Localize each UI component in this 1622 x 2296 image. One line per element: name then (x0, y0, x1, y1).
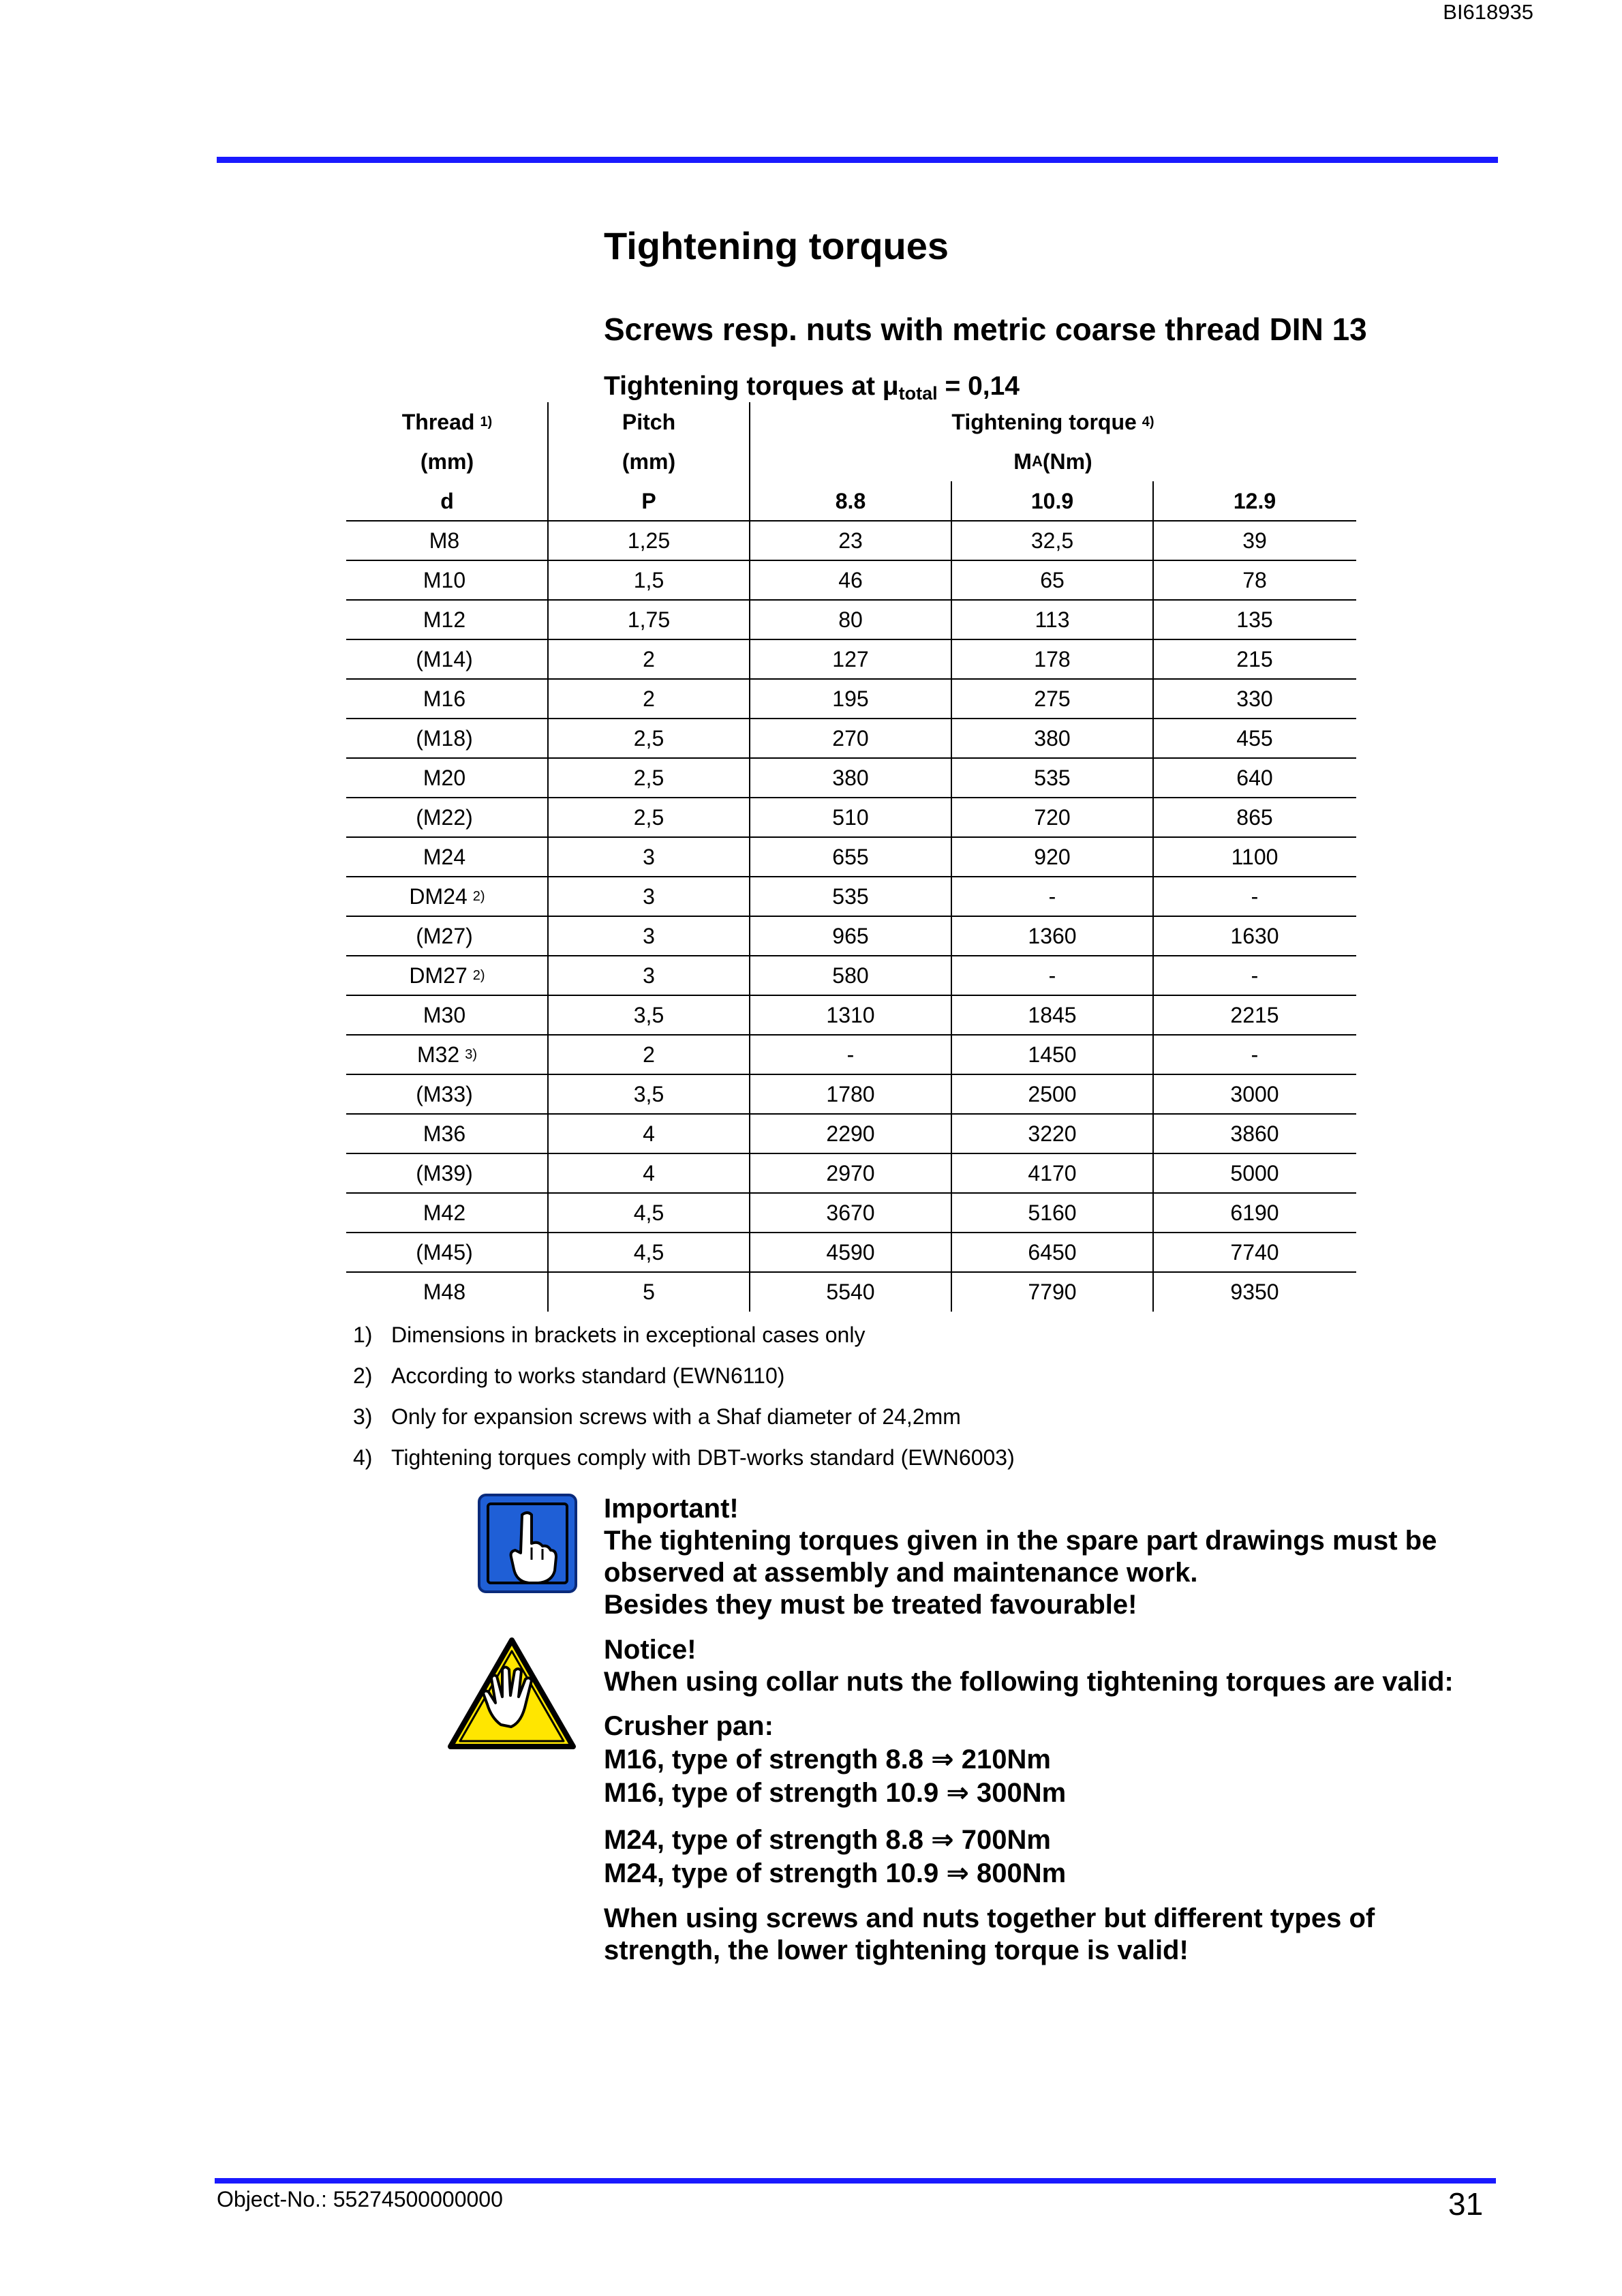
table-cell-torque: 380 (832, 765, 869, 790)
table-cell-thread: (M45) (416, 1239, 473, 1265)
table-cell-torque: 1450 (1028, 1042, 1077, 1067)
table-cell-thread: M32 3) (416, 1042, 478, 1067)
row-divider (346, 1192, 1356, 1194)
important-line-2: observed at assembly and maintenance work. (604, 1558, 1198, 1588)
table-cell-torque: 113 (1035, 607, 1070, 632)
row-divider (346, 876, 1356, 877)
table-cell-torque: 865 (1236, 804, 1273, 830)
table-cell-torque: 510 (832, 804, 869, 830)
table-cell-torque: 6450 (1028, 1239, 1077, 1265)
row-divider (346, 1271, 1356, 1273)
table-cell-torque: 135 (1236, 607, 1273, 632)
table-cell-torque: 455 (1236, 725, 1273, 751)
table-cell-thread: (M22) (416, 804, 473, 830)
table-cell-pitch: 2,5 (633, 765, 664, 790)
table-cell-thread: M16 (423, 686, 466, 711)
table-cell-torque: 2970 (826, 1160, 875, 1185)
table-cell-pitch: 1,5 (633, 567, 664, 592)
table-cell-thread: (M39) (416, 1160, 473, 1185)
table-cell-torque: 39 (1242, 528, 1267, 553)
header-torque-unit: M A (Nm) (1013, 449, 1092, 474)
document-code: BI618935 (1443, 0, 1533, 24)
table-cell-torque: 65 (1040, 567, 1065, 592)
header-pitch-unit: (mm) (622, 449, 676, 474)
table-cell-torque: 640 (1236, 765, 1273, 790)
table-cell-thread: DM27 2) (409, 963, 485, 988)
table-cell-pitch: 3 (643, 883, 655, 909)
table-cell-torque: 80 (838, 607, 863, 632)
important-line-1: The tightening torques given in the spare part drawings must be (604, 1526, 1437, 1556)
header-grade-10-9: 10.9 (1030, 488, 1074, 513)
table-cell-torque: 5000 (1230, 1160, 1279, 1185)
table-cell-torque: 965 (832, 923, 869, 948)
table-cell-pitch: 4,5 (633, 1200, 664, 1225)
table-cell-torque: 4590 (826, 1239, 875, 1265)
table-cell-torque: - (1048, 963, 1056, 988)
table-cell-torque: 46 (838, 567, 863, 592)
table-cell-pitch: 4,5 (633, 1239, 664, 1265)
table-cell-thread: M30 (423, 1002, 466, 1027)
table-cell-thread: M24 (423, 844, 466, 869)
footnote: 1) Dimensions in brackets in exceptional cases only (353, 1323, 866, 1347)
table-cell-torque: 3220 (1028, 1121, 1077, 1146)
torque-item-m24-8-8: M24, type of strength 8.8 ⇒ 700Nm (604, 1825, 1051, 1855)
page-title: Tightening torques (604, 224, 949, 267)
row-divider (346, 639, 1356, 640)
table-cell-torque: 32,5 (1030, 528, 1074, 553)
table-cell-torque: 1780 (826, 1081, 875, 1106)
table-cell-torque: 270 (832, 725, 869, 751)
table-cell-torque: 275 (1034, 686, 1071, 711)
friction-condition: Tightening torques at $\mu_{total} = 0,14$ (604, 372, 1020, 404)
table-cell-thread: M8 (429, 528, 460, 553)
row-divider (346, 916, 1356, 917)
torque-item-m16-10-9: M16, type of strength 10.9 ⇒ 300Nm (604, 1778, 1067, 1808)
notice-line-1: When using collar nuts the following tightening torques are valid: (604, 1667, 1454, 1697)
table-cell-torque: - (1251, 963, 1259, 988)
table-cell-pitch: 5 (643, 1279, 655, 1304)
table-cell-pitch: 3 (643, 963, 655, 988)
table-cell-torque: 9350 (1230, 1279, 1279, 1304)
table-cell-pitch: 2 (643, 686, 655, 711)
row-divider (346, 757, 1356, 759)
table-cell-pitch: 2 (643, 646, 655, 671)
table-cell-thread: (M14) (416, 646, 473, 671)
header-thread-unit: (mm) (420, 449, 474, 474)
table-cell-torque: 535 (832, 883, 869, 909)
table-cell-pitch: 4 (643, 1160, 655, 1185)
table-cell-torque: 1100 (1231, 844, 1279, 869)
header-grade-12-9: 12.9 (1233, 488, 1276, 513)
table-cell-torque: - (846, 1042, 855, 1067)
table-cell-torque: 920 (1034, 844, 1071, 869)
table-cell-pitch: 2,5 (633, 725, 664, 751)
warning-hand-icon (446, 1636, 577, 1752)
table-cell-torque: 23 (838, 528, 863, 553)
row-divider (346, 678, 1356, 680)
table-cell-thread: (M18) (416, 725, 473, 751)
column-divider (951, 481, 952, 1312)
table-cell-pitch: 3,5 (633, 1081, 664, 1106)
table-cell-pitch: 1,25 (627, 528, 671, 553)
table-cell-thread: M48 (423, 1279, 466, 1304)
table-cell-thread: (M27) (416, 923, 473, 948)
row-divider (346, 718, 1356, 719)
row-divider (346, 520, 1356, 522)
notice-closing-1: When using screws and nuts together but different types of (604, 1903, 1375, 1933)
table-cell-torque: 127 (832, 646, 869, 671)
table-cell-pitch: 3 (643, 923, 655, 948)
table-cell-torque: 7790 (1028, 1279, 1077, 1304)
row-divider (346, 599, 1356, 601)
table-cell-thread: (M33) (416, 1081, 473, 1106)
header-pitch-symbol: P (641, 488, 656, 513)
table-cell-thread: M36 (423, 1121, 466, 1146)
table-cell-thread: M20 (423, 765, 466, 790)
table-cell-torque: 5160 (1028, 1200, 1077, 1225)
table-cell-pitch: 3 (643, 844, 655, 869)
column-divider (1152, 481, 1154, 1312)
row-divider (346, 1232, 1356, 1233)
table-cell-torque: 1310 (826, 1002, 875, 1027)
row-divider (346, 995, 1356, 996)
table-cell-torque: 720 (1034, 804, 1071, 830)
row-divider (346, 955, 1356, 956)
column-divider (547, 402, 549, 1312)
table-cell-thread: M10 (423, 567, 466, 592)
header-thread-symbol: d (440, 488, 454, 513)
page-number: 31 (1448, 2186, 1484, 2222)
table-cell-torque: 4170 (1028, 1160, 1077, 1185)
table-cell-torque: - (1251, 1042, 1259, 1067)
table-cell-torque: 7740 (1230, 1239, 1279, 1265)
table-cell-thread: DM24 2) (409, 883, 485, 909)
crusher-pan-heading: Crusher pan: (604, 1711, 774, 1741)
torque-item-m24-10-9: M24, type of strength 10.9 ⇒ 800Nm (604, 1858, 1067, 1888)
table-cell-torque: 215 (1236, 646, 1273, 671)
table-cell-torque: 3860 (1230, 1121, 1279, 1146)
table-cell-torque: 1360 (1028, 923, 1077, 948)
footer-rule (215, 2178, 1496, 2184)
table-cell-pitch: 4 (643, 1121, 655, 1146)
table-cell-torque: 6190 (1230, 1200, 1279, 1225)
table-cell-torque: 195 (832, 686, 869, 711)
table-cell-torque: 78 (1242, 567, 1267, 592)
table-cell-torque: - (1048, 883, 1056, 909)
table-cell-pitch: 2,5 (633, 804, 664, 830)
important-line-3: Besides they must be treated favourable! (604, 1590, 1137, 1620)
row-divider (346, 797, 1356, 798)
notice-heading: Notice! (604, 1635, 697, 1665)
row-divider (346, 1034, 1356, 1036)
page-subtitle: Screws resp. nuts with metric coarse thread DIN 13 (604, 312, 1367, 347)
table-cell-torque: 2500 (1028, 1081, 1077, 1106)
footnote: 2) According to works standard (EWN6110) (353, 1363, 785, 1388)
table-cell-pitch: 3,5 (633, 1002, 664, 1027)
torque-item-m16-8-8: M16, type of strength 8.8 ⇒ 210Nm (604, 1744, 1051, 1774)
table-cell-torque: 1845 (1028, 1002, 1077, 1027)
table-cell-torque: 655 (832, 844, 869, 869)
row-divider (346, 560, 1356, 561)
table-cell-pitch: 1,75 (627, 607, 671, 632)
table-cell-torque: 330 (1236, 686, 1273, 711)
header-thread: Thread 1) (401, 409, 493, 434)
table-cell-torque: - (1251, 883, 1259, 909)
table-cell-torque: 3670 (826, 1200, 875, 1225)
header-torque: Tightening torque 4) (951, 409, 1154, 434)
table-cell-torque: 3000 (1230, 1081, 1279, 1106)
row-divider (346, 836, 1356, 838)
table-cell-torque: 1630 (1230, 923, 1279, 948)
column-divider (749, 402, 750, 1312)
table-cell-torque: 2215 (1230, 1002, 1279, 1027)
row-divider (346, 1153, 1356, 1154)
row-divider (346, 1074, 1356, 1075)
notice-closing-2: strength, the lower tightening torque is valid! (604, 1935, 1189, 1965)
footnote: 3) Only for expansion screws with a Shaf diameter of 24,2mm (353, 1404, 961, 1429)
table-cell-torque: 580 (832, 963, 869, 988)
row-divider (346, 1113, 1356, 1115)
important-heading: Important! (604, 1494, 739, 1524)
table-cell-torque: 178 (1034, 646, 1071, 671)
footnote: 4) Tightening torques comply with DBT-works standard (EWN6003) (353, 1445, 1015, 1470)
pointing-finger-icon (477, 1493, 578, 1594)
table-cell-torque: 380 (1034, 725, 1071, 751)
table-cell-torque: 5540 (826, 1279, 875, 1304)
table-cell-thread: M42 (423, 1200, 466, 1225)
table-cell-pitch: 2 (643, 1042, 655, 1067)
header-pitch: Pitch (622, 409, 676, 434)
torque-table (346, 402, 1356, 1310)
header-rule (217, 157, 1498, 163)
table-cell-thread: M12 (423, 607, 466, 632)
object-number: Object-No.: 55274500000000 (217, 2187, 503, 2211)
table-cell-torque: 2290 (826, 1121, 875, 1146)
table-cell-torque: 535 (1034, 765, 1071, 790)
header-grade-8-8: 8.8 (835, 488, 866, 513)
